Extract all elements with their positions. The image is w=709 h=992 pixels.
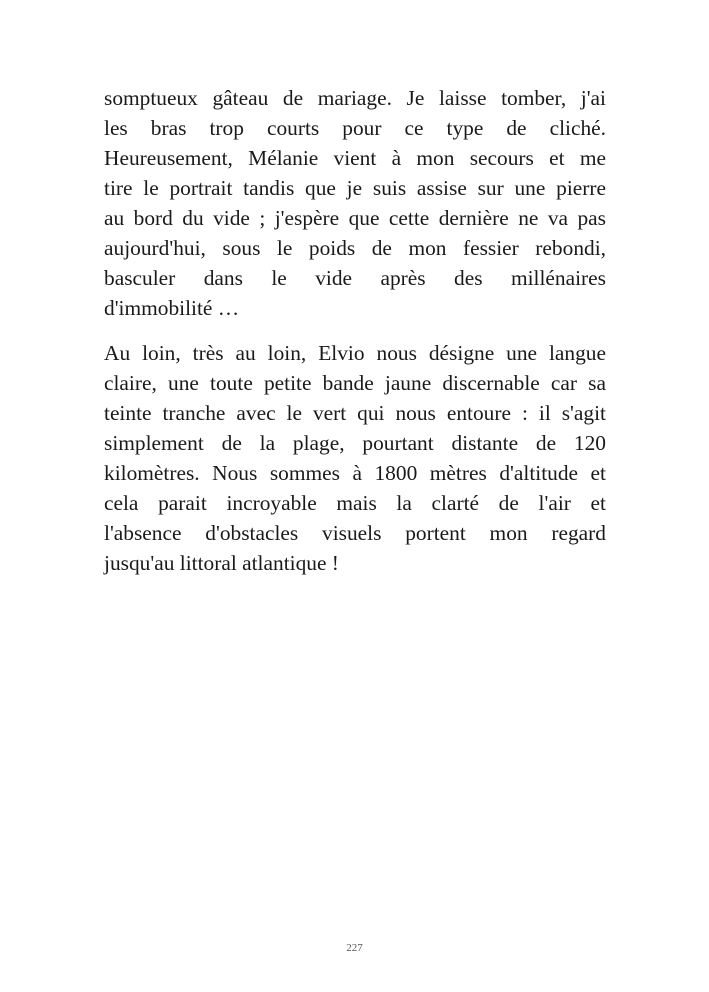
paragraph-1-line-7: basculer dans le vide après des millénaires bbox=[104, 266, 606, 290]
paragraph-2-line-1: Au loin, très au loin, Elvio nous désigne une langue bbox=[104, 341, 606, 365]
paragraph-2-line-4: simplement de la plage, pourtant distante de 120 bbox=[104, 431, 606, 455]
paragraph-1-line-3: Heureusement, Mélanie vient à mon secours et me bbox=[104, 146, 606, 170]
paragraph-2-line-2: claire, une toute petite bande jaune discernable car sa bbox=[104, 371, 606, 395]
paragraph-1-line-2: les bras trop courts pour ce type de cliché. bbox=[104, 116, 606, 140]
page-number: 227 bbox=[346, 942, 363, 954]
paragraph-1-line-5: au bord du vide ; j'espère que cette dernière ne va pas bbox=[104, 206, 606, 230]
paragraph-2-line-5: kilomètres. Nous sommes à 1800 mètres d'altitude et bbox=[104, 461, 606, 485]
paragraph-2-line-3: teinte tranche avec le vert qui nous entoure : il s'agit bbox=[104, 401, 606, 425]
paragraph-2 bbox=[104, 338, 606, 578]
paragraph-2-line-8: jusqu'au littoral atlantique ! bbox=[104, 551, 339, 575]
paragraph-2-line-6: cela parait incroyable mais la clarté de l'air et bbox=[104, 491, 606, 515]
paragraph-1-line-1: somptueux gâteau de mariage. Je laisse tomber, j'ai bbox=[104, 86, 606, 110]
paragraph-1-line-4: tire le portrait tandis que je suis assise sur une pierre bbox=[104, 176, 606, 200]
paragraph-1 bbox=[104, 83, 606, 323]
paragraph-2-line-7: l'absence d'obstacles visuels portent mon regard bbox=[104, 521, 606, 545]
paragraph-1-line-6: aujourd'hui, sous le poids de mon fessier rebondi, bbox=[104, 236, 606, 260]
paragraph-1-line-8: d'immobilité … bbox=[104, 296, 240, 320]
